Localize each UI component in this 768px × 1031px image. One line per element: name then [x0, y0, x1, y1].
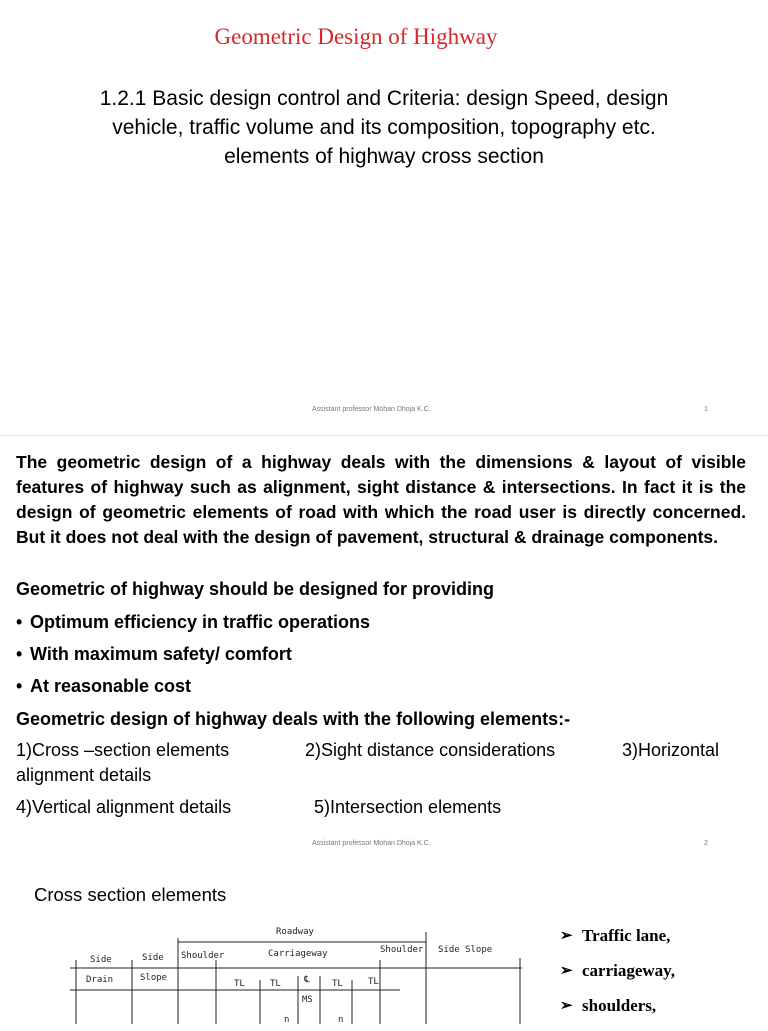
tl-label: TL — [270, 979, 281, 989]
element-item: 1)Cross –section elements — [16, 740, 230, 760]
elements-heading: Geometric design of highway deals with the following elements:- — [16, 709, 571, 729]
n-label: n — [284, 1015, 290, 1024]
providing-intro: Geometric of highway should be designed for providing — [16, 579, 495, 599]
slide-2-paragraph: The geometric design of a highway deals with the dimensions & layout of visible features of highway such as alignment, sight distance & intersections. In fact it is the design of geometric elements of road with which the road user is directly concerned. But it does not deal with the design of pavement, structural & drainage components. — [16, 452, 746, 547]
slide-1-subtitle — [40, 84, 728, 171]
slide-1-page-number: 1 — [704, 406, 708, 413]
cross-section-diagram — [40, 918, 540, 1024]
list-item-text: Traffic lane, — [582, 926, 671, 945]
subtitle-line: elements of highway cross section — [224, 145, 544, 168]
bullet-item — [16, 676, 191, 697]
slide-2-page-number: 2 — [704, 840, 708, 847]
slide-3-title: Cross section elements — [34, 884, 227, 905]
bullet-icon: • — [16, 676, 23, 696]
element-item: 2)Sight distance considerations — [305, 740, 556, 760]
bullet-icon: • — [16, 612, 23, 632]
element-item: alignment details — [16, 765, 152, 785]
subtitle-line: 1.2.1 Basic design control and Criteria: design Speed, design — [99, 87, 669, 110]
tl-label: TL — [368, 977, 379, 987]
slide-1-footer: Assistant professor Mohan Dhoja K.C. — [312, 406, 431, 413]
shoulder-left-label: Shoulder — [181, 951, 225, 961]
arrow-bullet-icon: ➢ — [560, 998, 573, 1014]
centerline-label: ℄ — [304, 975, 310, 985]
side-drain-label: Drain — [86, 975, 114, 985]
slide-2 — [0, 436, 768, 856]
side-slope-right-label: Side Slope — [438, 945, 493, 955]
side-drain-label: Side — [90, 955, 112, 965]
list-item — [560, 961, 675, 996]
arrow-bullet-icon: ➢ — [560, 963, 573, 979]
cross-section-list — [560, 926, 675, 1031]
side-slope-label: Slope — [140, 973, 168, 983]
side-slope-label: Side — [142, 953, 164, 963]
element-item: 4)Vertical alignment details — [16, 797, 232, 817]
list-item — [560, 926, 675, 961]
bullet-item — [16, 612, 370, 633]
element-item: 3)Horizontal — [622, 740, 720, 760]
bullet-text: Optimum efficiency in traffic operations — [30, 612, 371, 632]
tl-label: TL — [234, 979, 245, 989]
slide-1 — [0, 0, 768, 436]
slide-3 — [0, 856, 768, 1024]
shoulder-right-label: Shoulder — [380, 945, 424, 955]
list-item-text: shoulders, — [582, 996, 657, 1015]
list-item — [560, 996, 675, 1031]
bullet-item — [16, 644, 292, 665]
arrow-bullet-icon: ➢ — [560, 928, 573, 944]
bullet-text: At reasonable cost — [30, 676, 192, 696]
list-item-text: carriageway, — [582, 961, 675, 980]
median-strip-label: MS — [302, 995, 313, 1005]
bullet-text: With maximum safety/ comfort — [30, 644, 292, 664]
bullet-icon: • — [16, 644, 23, 664]
tl-label: TL — [332, 979, 343, 989]
roadway-label: Roadway — [276, 927, 314, 937]
n-label: n — [338, 1015, 344, 1024]
slide-1-title: Geometric Design of Highway — [214, 24, 498, 49]
slide-2-footer: Assistant professor Mohan Dhoja K.C. — [312, 840, 431, 847]
element-item: 5)Intersection elements — [314, 797, 502, 817]
subtitle-line: vehicle, traffic volume and its composition, topography etc. — [112, 116, 656, 139]
carriageway-label: Carriageway — [268, 949, 328, 959]
